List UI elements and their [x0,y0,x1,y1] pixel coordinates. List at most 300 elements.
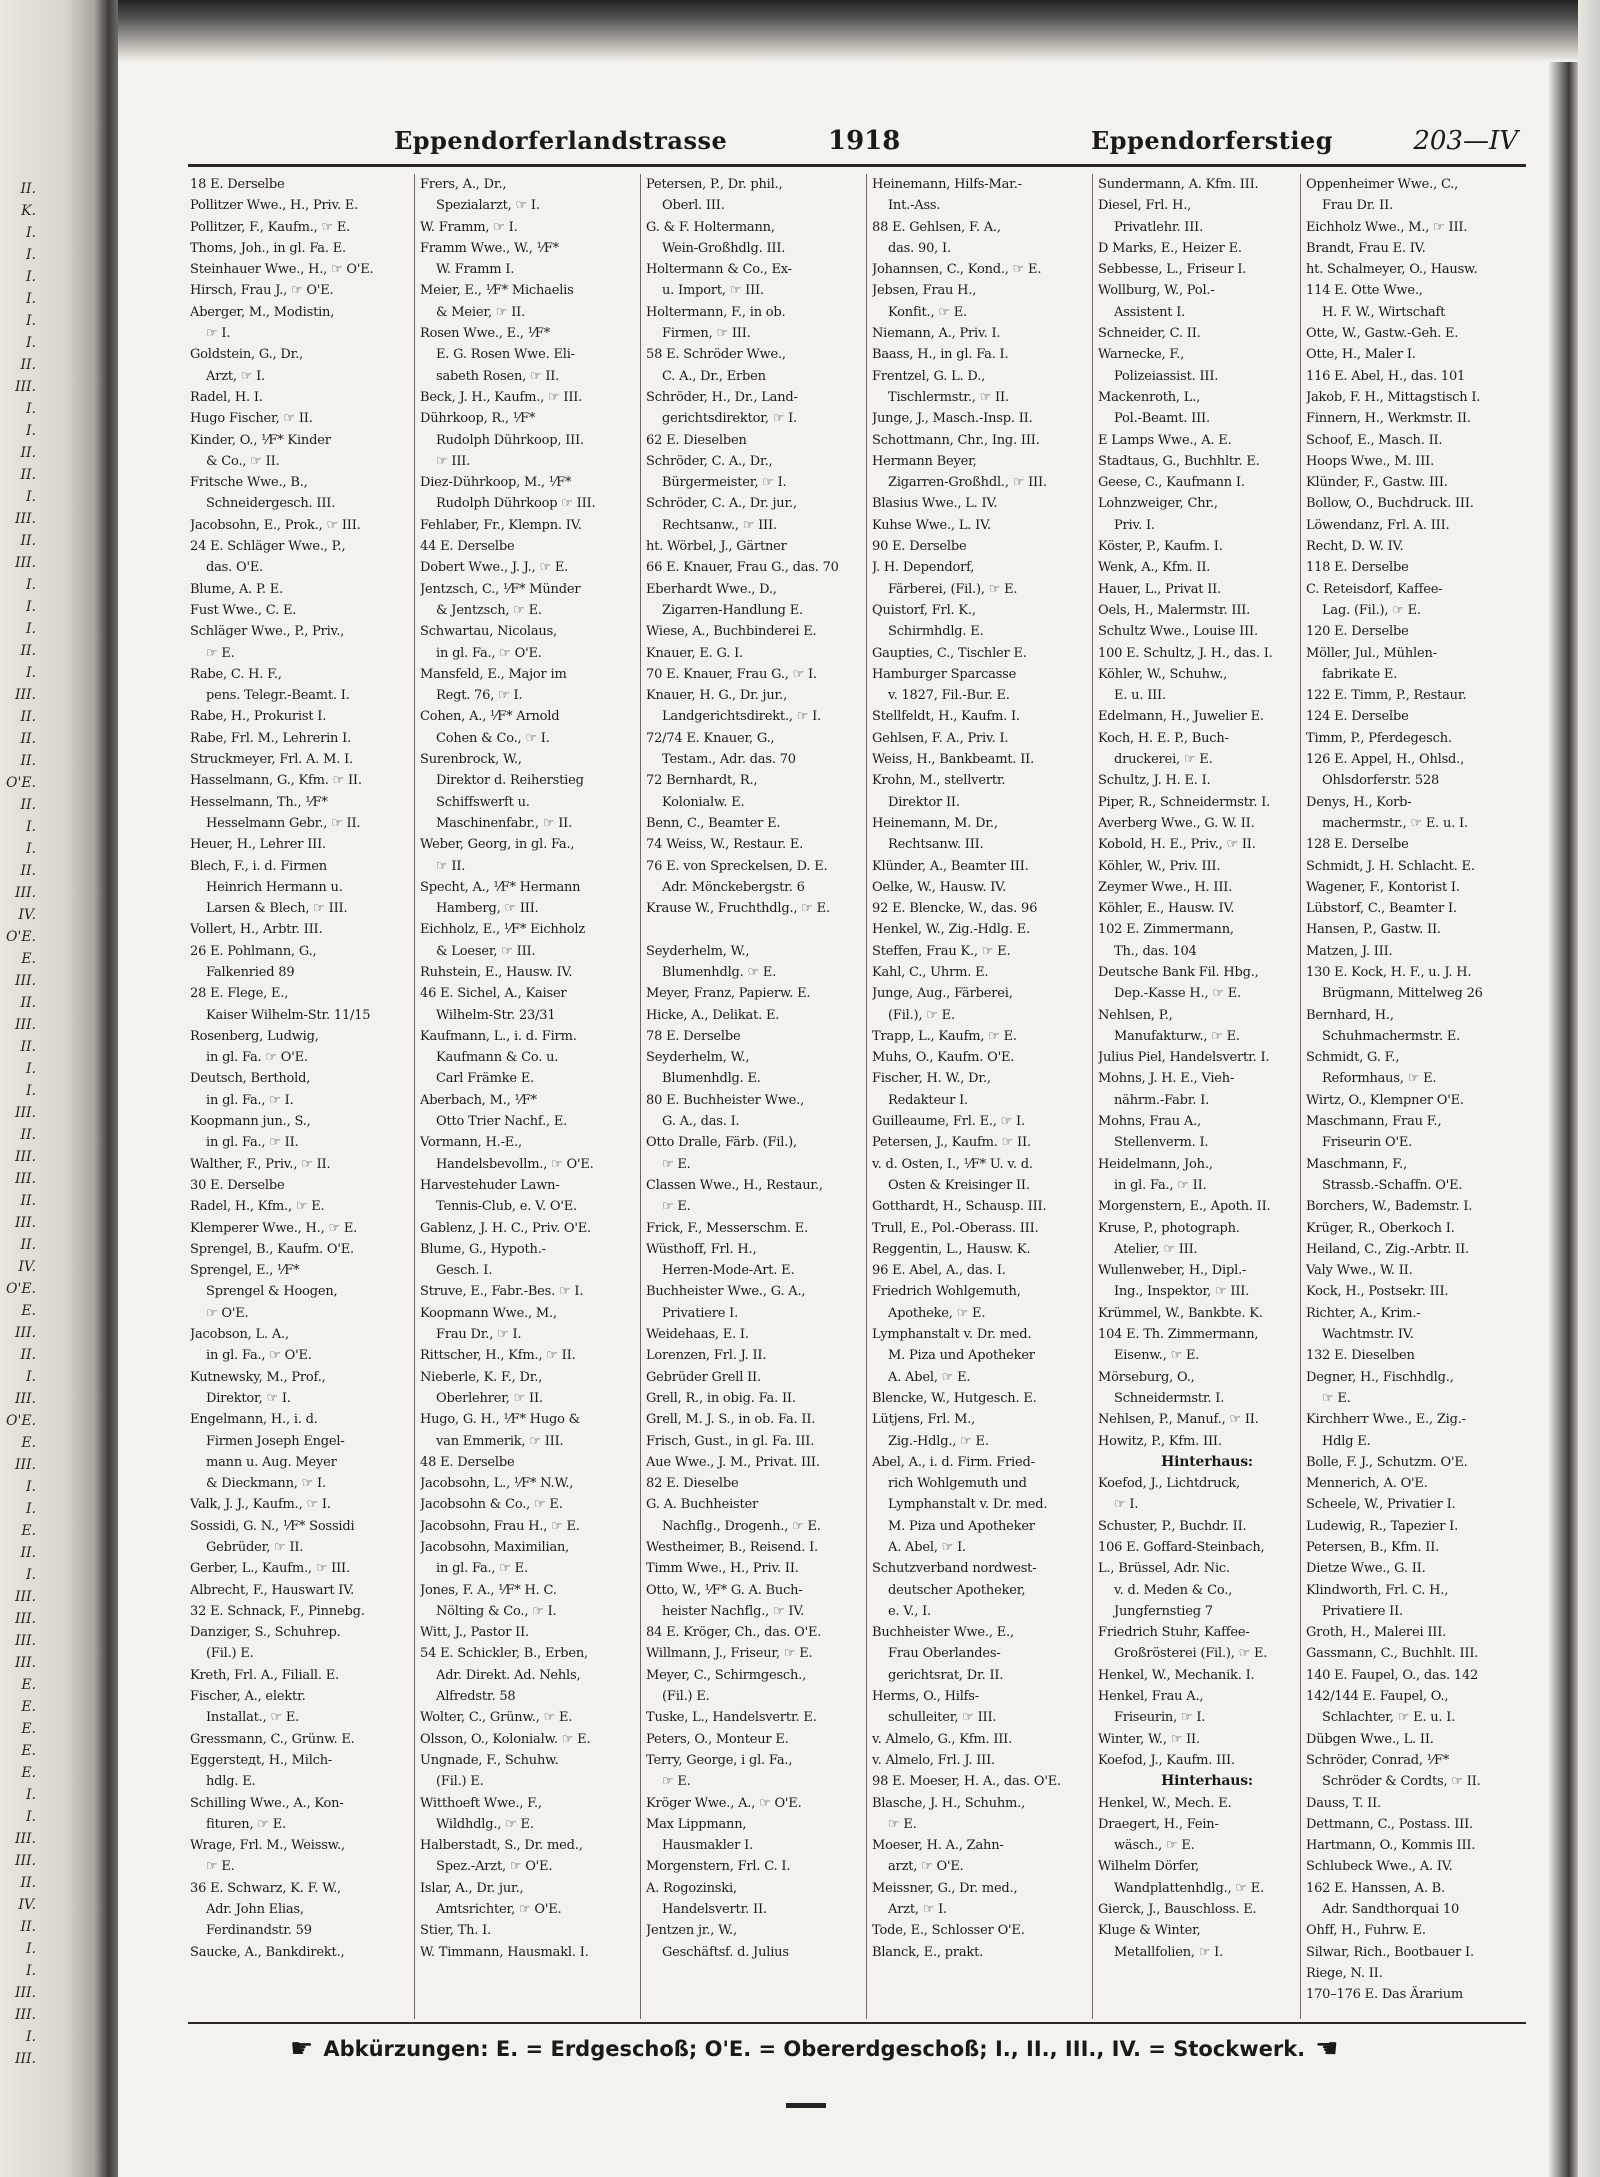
fragment-text: III. [14,1149,36,1165]
directory-entry-line: Eichholz, E., ⅟F* Eichholz [420,922,585,938]
directory-entry-line: W. Framm I. [436,262,515,278]
abbreviation-text: Abkürzungen: E. = Erdgeschoß; O'E. = Obererdgeschoß; I., II., III., IV. = Stockwerk. [323,2037,1306,2061]
fragment-text: III. [14,379,36,395]
directory-entry-line: Spez.-Arzt, ☞ O'E. [436,1859,553,1875]
directory-entry-line: Rudolph Dührkoop, III. [436,432,584,448]
directory-entry-line: Ferdinandstr. 59 [206,1923,312,1939]
fragment-text: III. [14,1589,36,1605]
directory-entry-line: M. Piza und Apotheker [888,1348,1035,1364]
directory-entry-line: Knauer, E. G. I. [646,645,743,661]
directory-entry-line: Henkel, W., Mech. E. [1098,1795,1232,1811]
directory-entry-line: Zigarren-Handlung E. [662,602,803,618]
directory-entry-line: Bollow, O., Buchdruck. III. [1306,496,1474,512]
directory-entry-line: G. A. Buchheister [646,1497,759,1513]
directory-entry-line: Mennerich, A. O'E. [1306,1476,1428,1492]
fragment-text: E. [21,951,36,967]
fragment-text: I. [26,621,36,637]
directory-entry-line: Surenbrock, W., [420,752,522,768]
directory-entry-line: Int.-Ass. [888,198,941,214]
directory-entry-line: Klemperer Wwe., H., ☞ E. [190,1220,358,1236]
directory-entry-line: Meissner, G., Dr. med., [872,1880,1018,1896]
directory-entry-line: v. d. Meden & Co., [1114,1582,1233,1598]
directory-entry-line: Direktor d. Reiherstieg [436,773,584,789]
directory-entry-line: Wirtz, O., Klempner O'E. [1306,1092,1464,1108]
directory-entry-line: Jungfernstieg 7 [1114,1603,1213,1619]
fragment-text: III. [14,1633,36,1649]
directory-entry-line: Halberstadt, S., Dr. med., [420,1838,583,1854]
directory-entry-line: Blasche, J. H., Schuhm., [872,1795,1026,1811]
directory-entry-line: Adr. John Elias, [206,1902,304,1918]
directory-entry-line: pens. Telegr.-Beamt. I. [206,688,350,704]
directory-entry-line: Schlubeck Wwe., A. IV. [1306,1859,1453,1875]
directory-entry-line: Oels, H., Malermstr. III. [1098,602,1251,618]
directory-entry-line: v. Almelo, Frl. J. III. [872,1752,995,1768]
directory-entry-line: Privatiere I. [662,1305,738,1321]
directory-entry-line: Schläger Wwe., P., Priv., [190,624,345,640]
directory-entry-line: Maschmann, Frau F., [1306,1114,1442,1130]
directory-entry-line: Rittscher, H., Kfm., ☞ II. [420,1348,576,1364]
directory-entry-line: Blumenhdlg. E. [662,1071,761,1087]
directory-entry-line: Draegert, H., Fein- [1098,1816,1219,1832]
directory-entry-line: Scheele, W., Privatier I. [1306,1497,1456,1513]
directory-entry-line: Fischer, H. W., Dr., [872,1071,991,1087]
directory-entry-line: 102 E. Zimmermann, [1098,922,1234,938]
directory-entry-line: Petersen, B., Kfm. II. [1306,1540,1440,1555]
directory-entry-line: Hamberg, ☞ III. [436,901,539,917]
directory-entry-line: Jebsen, Frau H., [872,283,977,299]
directory-entry-line: Kaiser Wilhelm-Str. 11/15 [206,1007,371,1023]
directory-entry-line: ☞ I. [206,326,231,342]
directory-entry-line: v. Almelo, G., Kfm. III. [872,1731,1013,1747]
fragment-text: III. [14,973,36,989]
directory-entry-line: Blencke, W., Hutgesch. E. [872,1390,1037,1406]
directory-entry-line: Friedrich Wohlgemuth, [872,1284,1021,1300]
directory-entry-line: heister Nachflg., ☞ IV. [662,1603,805,1619]
directory-entry-line: Fehlaber, Fr., Klempn. IV. [420,517,582,533]
directory-entry-line: Pol.-Beamt. III. [1114,411,1210,427]
directory-entry-line: 84 E. Kröger, Ch., das. O'E. [646,1625,822,1641]
directory-entry-line: Eberhardt Wwe., D., [646,581,777,597]
directory-entry-line: Köhler, E., Hausw. IV. [1098,901,1235,917]
directory-entry-line: Hirsch, Frau J., ☞ O'E. [190,283,334,299]
directory-entry-line: Olsson, O., Kolonialw. ☞ E. [420,1731,591,1747]
directory-entry-line: Saucke, A., Bankdirekt., [190,1944,345,1960]
directory-entry-line: u. Import, ☞ III. [662,283,764,299]
directory-entry-line: 130 E. Kock, H. F., u. J. H. [1306,964,1472,980]
directory-entry-line: Blume, A. P. E. [190,581,284,597]
directory-entry-line: Schlachter, ☞ E. u. I. [1322,1710,1456,1726]
directory-entry-line: Apotheke, ☞ E. [888,1305,986,1321]
directory-entry-line: (Fil.) E. [436,1774,484,1790]
directory-entry-line: Strassb.-Schaffn. O'E. [1322,1177,1463,1193]
directory-entry-line: Rosenberg, Ludwig, [190,1028,319,1044]
directory-entry-line: Eichholz Wwe., M., ☞ III. [1306,219,1468,235]
directory-entry-line: ☞ E. [662,1774,691,1790]
directory-entry-line: Schwartau, Nicolaus, [420,624,557,640]
directory-entry-line: Tischlermstr., ☞ II. [888,389,1009,405]
directory-entry-line: Krohn, M., stellvertr. [872,773,1006,789]
directory-entry-line: Degner, H., Fischhdlg., [1306,1369,1454,1385]
directory-entry-line: Jacobsohn & Co., ☞ E. [420,1497,563,1513]
directory-entry-line: Gierck, J., Bauschloss. E. [1098,1902,1257,1918]
directory-entry-line: Herren-Mode-Art. E. [662,1263,795,1279]
directory-entry-line: Kobold, H. E., Priv., ☞ II. [1098,837,1256,853]
directory-entry-line: Kluge & Winter, [1098,1923,1201,1939]
directory-entry-line: Oelke, W., Hausw. IV. [872,879,1006,895]
directory-entry-line: ☞ II. [436,858,466,874]
directory-entry-line: Koopmann Wwe., M., [420,1305,557,1321]
directory-entry-line: Hoops Wwe., M. III. [1306,453,1435,469]
directory-entry-line: Lymphanstalt v. Dr. med. [872,1327,1032,1343]
fragment-text: II. [20,1919,36,1935]
directory-entry-line: Firmen, ☞ III. [662,326,751,342]
directory-entry-line: 26 E. Pohlmann, G., [190,943,317,959]
fragment-text: III. [14,2051,36,2067]
fragment-text: I. [26,1787,36,1803]
directory-entry-line: A. Abel, ☞ I. [888,1540,966,1555]
directory-entry-line: 142/144 E. Faupel, O., [1306,1689,1449,1705]
fragment-text: I. [26,269,36,285]
directory-entry-line: Kahl, C., Uhrm. E. [872,964,989,980]
directory-entry-line: Witthoeft Wwe., F., [420,1795,542,1811]
directory-entry-line: 96 E. Abel, A., das. I. [872,1263,1006,1279]
directory-entry-line: Johannsen, C., Kond., ☞ E. [872,262,1042,278]
directory-entry-line: Wolter, C., Grünw., ☞ E. [420,1710,573,1726]
directory-entry-line: Jones, F. A., ⅟F* H. C. [420,1582,557,1598]
directory-entry-line: Maschinenfabr., ☞ II. [436,815,573,831]
directory-entry-line: Nieberle, K. F., Dr., [420,1369,543,1385]
directory-entry-line: Henkel, W., Zig.-Hdlg. E. [872,922,1030,938]
fragment-text: IV. [18,907,36,923]
directory-entry-line: Krümmel, W., Bankbte. K. [1098,1305,1263,1321]
column-divider [640,174,641,2019]
directory-entry-line: Otte, W., Gastw.-Geh. E. [1306,326,1459,342]
directory-entry-line: Lag. (Fil.), ☞ E. [1322,602,1421,618]
directory-entry-line: 46 E. Sichel, A., Kaiser [420,986,567,1002]
fragment-text: I. [26,1479,36,1495]
fragment-text: II. [20,1237,36,1253]
directory-entry-line: Wiese, A., Buchbinderei E. [646,624,817,640]
directory-entry-line: Deutsch, Berthold, [190,1071,311,1087]
abbreviation-legend [290,2031,1430,2067]
directory-entry-line: Averberg Wwe., G. W. II. [1098,815,1255,831]
directory-entry-line: Schmidt, G. F., [1306,1050,1400,1066]
directory-entry-line: Steinhauer Wwe., H., ☞ O'E. [190,262,374,278]
directory-entry-line: A. Abel, ☞ E. [888,1369,971,1385]
directory-entry-line: (Fil.) E. [662,1689,710,1705]
directory-entry-line: Terry, George, i gl. Fa., [646,1752,793,1768]
directory-entry-line: Rabe, C. H. F., [190,666,282,682]
section-heading: Hinterhaus: [1161,1773,1253,1790]
directory-entry-line: Mörseburg, O., [1098,1369,1195,1385]
directory-entry-line: ☞ O'E. [206,1305,249,1321]
directory-entry-line: Wilhelm-Str. 23/31 [436,1007,556,1023]
directory-entry-line: Atelier, ☞ III. [1114,1241,1198,1257]
directory-entry-line: Kirchherr Wwe., E., Zig.- [1306,1412,1466,1428]
page-mark [786,2103,826,2108]
directory-entry-line: Firmen Joseph Engel- [206,1433,345,1449]
directory-entry-line: Groth, H., Malerei III. [1306,1625,1447,1641]
directory-entry-line: ☞ E. [662,1156,691,1172]
fragment-text: III. [14,555,36,571]
footer-rule [188,2022,1526,2024]
directory-entry-line: Stier, Th. I. [420,1923,492,1939]
directory-entry-line: Thoms, Joh., in gl. Fa. E. [190,240,346,256]
fragment-text: I. [26,665,36,681]
directory-entry-line: Edelmann, H., Juwelier E. [1098,709,1264,725]
scan-top-shadow [118,0,1578,62]
directory-entry-line: Jacobson, L. A., [190,1327,289,1343]
directory-entry-line: Kröger Wwe., A., ☞ O'E. [646,1795,802,1811]
directory-entry-line: Bernhard, H., [1306,1007,1394,1023]
directory-entry-line: Borchers, W., Bademstr. I. [1306,1199,1473,1215]
directory-entry-line: Meyer, Franz, Papierw. E. [646,986,811,1002]
directory-entry-line: 66 E. Knauer, Frau G., das. 70 [646,560,839,576]
directory-entry-line: Weidehaas, E. I. [646,1327,749,1343]
directory-entry-line: Gaupties, C., Tischler E. [872,645,1027,661]
directory-entry-line: Gotthardt, H., Schausp. III. [872,1199,1047,1215]
directory-entry-line: Framm Wwe., W., ⅟F* [420,240,559,256]
directory-entry-line: Abel, A., i. d. Firm. Fried- [872,1454,1035,1470]
column-divider [414,174,415,2019]
fragment-text: I. [26,423,36,439]
directory-entry-line: & Dieckmann, ☞ I. [206,1476,326,1492]
directory-entry-line: D Marks, E., Heizer E. [1098,240,1242,256]
directory-entry-line: L., Brüssel, Adr. Nic. [1098,1561,1230,1577]
directory-entry-line: Otto Dralle, Färb. (Fil.), [646,1135,797,1151]
directory-entry-line: Handelsbevollm., ☞ O'E. [436,1156,594,1172]
directory-entry-line: Friseurin, ☞ I. [1114,1710,1206,1726]
directory-entry-line: fabrikate E. [1322,666,1398,682]
fragment-text: E. [21,1677,36,1693]
directory-entry-line: Cohen, A., ⅟F* Arnold [420,709,560,725]
directory-entry-line: ☞ E. [888,1816,917,1832]
directory-entry-line: Struckmeyer, Frl. A. M. I. [190,752,353,768]
directory-entry-line: Eggersteдt, H., Milch- [190,1752,333,1768]
directory-entry-line: Koopmann jun., S., [190,1114,311,1130]
pointing-hand-icon: ☚ [1315,2034,1339,2064]
directory-entry-line: e. V., I. [888,1603,931,1619]
directory-entry-line: Schmidt, J. H. Schlacht. E. [1306,858,1475,874]
directory-entry-line: Schuhmachermstr. E. [1322,1028,1461,1044]
directory-entry-line: wäsch., ☞ E. [1114,1838,1195,1854]
directory-entry-line: Frau Dr. II. [1322,198,1393,214]
directory-entry-line: 18 E. Derselbe [190,177,285,192]
fragment-text: III. [14,885,36,901]
directory-entry-line: 104 E. Th. Zimmermann, [1098,1327,1259,1343]
fragment-text: III. [14,1017,36,1033]
directory-entry-line: W. Timmann, Hausmakl. I. [420,1944,589,1960]
section-heading: Hinterhaus: [1161,1453,1253,1470]
directory-entry-line: Harvestehuder Lawn- [420,1177,560,1193]
directory-entry-line: Konfit., ☞ E. [888,304,967,320]
directory-entry-line: Otte, H., Maler I. [1306,347,1416,363]
directory-entry-line: Klünder, A., Beamter III. [872,858,1029,874]
directory-entry-line: Eisenw., ☞ E. [1114,1348,1200,1364]
fragment-text: O'E. [6,1281,36,1297]
directory-entry-line: Nehlsen, P., [1098,1007,1173,1023]
directory-entry-line: Ohff, H., Fuhrw. E. [1306,1923,1426,1939]
directory-entry-line: Blech, F., i. d. Firmen [190,858,327,874]
directory-entry-line: Petersen, P., Dr. phil., [646,177,783,192]
directory-entry-line: Engelmann, H., i. d. [190,1412,318,1428]
directory-entry-line: Silwar, Rich., Bootbauer I. [1306,1944,1474,1960]
directory-entry-line: Jacobsohn, L., ⅟F* N.W., [420,1476,574,1492]
fragment-text: III. [14,1611,36,1627]
fragment-text: E. [21,1435,36,1451]
directory-entry-line: Privatiere II. [1322,1603,1403,1619]
directory-entry-line: Stadtaus, G., Buchhltr. E. [1098,453,1260,469]
directory-entry-line: Dauss, T. II. [1306,1795,1381,1811]
directory-entry-line: Adr. Direkt. Ad. Nehls, [436,1667,581,1683]
directory-entry-line: Heinrich Hermann u. [206,879,343,895]
fragment-text: III. [14,1457,36,1473]
directory-entry-line: Muhs, O., Kaufm. O'E. [872,1050,1015,1066]
fragment-text: IV. [18,1897,36,1913]
directory-entry-line: Dietze Wwe., G. II. [1306,1561,1426,1577]
directory-entry-line: Aue Wwe., J. M., Privat. III. [646,1454,820,1470]
fragment-text: I. [26,1567,36,1583]
directory-entry-line: Wandplattenhdlg., ☞ E. [1114,1880,1265,1896]
directory-entry-line: Rabe, Frl. M., Lehrerin I. [190,730,352,746]
directory-entry-line: & Loeser, ☞ III. [436,943,536,959]
directory-entry-line: Riege, N. II. [1306,1965,1383,1981]
scan-right-margin [1578,0,1600,2177]
directory-entry-line: Valy Wwe., W. II. [1306,1263,1413,1279]
directory-entry-line: Schirmhdlg. E. [888,624,984,640]
fragment-text: II. [20,709,36,725]
directory-entry-line: Arzt, ☞ I. [206,368,265,384]
directory-entry-line: Schoof, E., Masch. II. [1306,432,1443,448]
directory-entry-line: 170–176 E. Das Ärarium [1306,1987,1464,2003]
directory-entry-line: Dettmann, C., Postass. III. [1306,1816,1473,1832]
directory-entry-line: Mansfeld, E., Major im [420,666,567,682]
directory-entry-line: Koch, H. E. P., Buch- [1098,730,1229,746]
directory-entry-line: Nachflg., Drogenh., ☞ E. [662,1518,821,1534]
directory-entry-line: Recht, D. W. IV. [1306,539,1404,555]
directory-entry-line: Trapp, L., Kaufm, ☞ E. [872,1028,1017,1044]
fragment-text: E. [21,1765,36,1781]
directory-entry-line: Niemann, A., Priv. I. [872,326,1001,342]
directory-entry-line: Löwendanz, Frl. A. III. [1306,517,1450,533]
directory-entry-line: 120 E. Derselbe [1306,624,1409,640]
directory-entry-line: Beck, J. H., Kaufm., ☞ III. [420,389,583,405]
directory-entry-line: Klindworth, Frl. C. H., [1306,1582,1449,1598]
directory-entry-line: Jacobsohn, E., Prok., ☞ III. [190,517,361,533]
directory-entry-line: Sundermann, A. Kfm. III. [1098,177,1259,192]
directory-entry-line: Frau Oberlandes- [888,1646,1001,1662]
fragment-text: II. [20,1039,36,1055]
fragment-text: I. [26,1963,36,1979]
directory-entry-line: Radel, H., Kfm., ☞ E. [190,1199,325,1215]
directory-entry-line: Otto, W., ⅟F* G. A. Buch- [646,1582,803,1598]
directory-entry-line: mann u. Aug. Meyer [206,1454,337,1470]
directory-entry-line: ☞ III. [436,453,471,469]
directory-entry-line: Hansen, P., Gastw. II. [1306,922,1441,938]
directory-entry-line: Heinemann, M. Dr., [872,815,998,831]
directory-entry-line: Diez-Dührkoop, M., ⅟F* [420,475,572,491]
directory-entry-line: Heidelmann, Joh., [1098,1156,1213,1172]
directory-entry-line: Frers, A., Dr., [420,177,507,192]
directory-entry-line: 48 E. Derselbe [420,1454,515,1470]
directory-entry-line: Pollitzer Wwe., H., Priv. E. [190,198,359,214]
directory-entry-line: Kolonialw. E. [662,794,745,810]
directory-entry-line: in gl. Fa., ☞ E. [436,1561,528,1577]
directory-entry-line: Sebbesse, L., Friseur I. [1098,262,1247,278]
fragment-text: I. [26,599,36,615]
directory-entry-line: Schutzverband nordwest- [872,1561,1037,1577]
directory-entry-line: Oberl. III. [662,198,725,214]
directory-entry-line: Danziger, S., Schuhrep. [190,1625,341,1641]
directory-entry-line: Warnecke, F., [1098,347,1185,363]
directory-entry-line: Gressmann, C., Grünw. E. [190,1731,355,1747]
directory-entry-line: Friedrich Stuhr, Kaffee- [1098,1625,1250,1641]
directory-entry-line: J. H. Dependorf, [872,560,975,576]
fragment-text: I. [26,489,36,505]
directory-entry-line: Hauer, L., Privat II. [1098,581,1222,597]
column-divider [1300,174,1301,2019]
fragment-text: I. [26,1369,36,1385]
directory-entry-line: G. & F. Holtermann, [646,219,775,235]
directory-entry-line: Dep.-Kasse H., ☞ E. [1114,986,1241,1002]
directory-entry-line: Handelsvertr. II. [662,1902,767,1918]
directory-entry-line: 30 E. Derselbe [190,1177,285,1193]
directory-entry-line: Pollitzer, F., Kaufm., ☞ E. [190,219,351,235]
directory-entry-line: Reggentin, L., Hausw. K. [872,1241,1031,1257]
directory-entry-line: C. Reteisdorf, Kaffee- [1306,581,1443,597]
pointing-hand-icon: ☛ [290,2034,314,2064]
directory-entry-line: Walther, F., Priv., ☞ II. [190,1156,331,1172]
directory-entry-line: Max Lippmann, [646,1816,747,1832]
directory-entry-line: deutscher Apotheker, [888,1582,1026,1598]
directory-entry-line: Schiffswerft u. [436,794,530,810]
directory-entry-line: Diesel, Frl. H., [1098,198,1192,214]
fragment-text: II. [20,467,36,483]
directory-entry-line: Aberbach, M., ⅟F* [420,1092,537,1108]
fragment-text: IV. [18,1259,36,1275]
directory-entry-line: 82 E. Dieselbe [646,1476,739,1492]
directory-entry-line: Witt, J., Pastor II. [420,1625,529,1641]
fragment-text: I. [26,819,36,835]
directory-entry-line: Kaufmann & Co. u. [436,1050,559,1066]
directory-entry-line: Schuster, P., Buchdr. II. [1098,1518,1247,1534]
directory-entry-line: Quistorf, Frl. K., [872,602,976,618]
directory-entry-line: 24 E. Schläger Wwe., P., [190,539,346,555]
directory-entry-line: Blanck, E., prakt. [872,1944,984,1960]
directory-entry-line: 36 E. Schwarz, K. F. W., [190,1880,341,1896]
directory-entry-line: Spezialarzt, ☞ I. [436,198,540,214]
fragment-text: II. [20,357,36,373]
directory-entry-line: Hesselmann, Th., ⅟F* [190,794,328,810]
directory-entry-line: Bolle, F. J., Schutzm. O'E. [1306,1454,1468,1470]
directory-entry-line: das. O'E. [206,560,264,576]
directory-entry-line: 32 E. Schnack, F., Pinnebg. [190,1603,365,1619]
directory-entry-line: Westheimer, B., Reisend. I. [646,1540,818,1555]
directory-entry-line: Geese, C., Kaufmann I. [1098,475,1245,491]
directory-entry-line: Otto Trier Nachf., E. [436,1114,568,1130]
directory-entry-line: 140 E. Faupel, O., das. 142 [1306,1667,1479,1683]
directory-entry-line: Heinemann, Hilfs-Mar.- [872,177,1022,192]
directory-entry-line: 118 E. Derselbe [1306,560,1409,576]
directory-entry-line: Richter, A., Krim.- [1306,1305,1421,1321]
directory-entry-line: 116 E. Abel, H., das. 101 [1306,368,1466,384]
directory-entry-line: Timm, P., Pferdegesch. [1306,730,1452,746]
fragment-text: II. [20,863,36,879]
directory-entry-line: 162 E. Hanssen, A. B. [1306,1880,1445,1896]
directory-entry-line: Regt. 76, ☞ I. [436,688,523,704]
directory-entry-line: Nehlsen, P., Manuf., ☞ II. [1098,1412,1259,1428]
directory-entry-line: Tuske, L., Handelsvertr. E. [646,1710,817,1726]
